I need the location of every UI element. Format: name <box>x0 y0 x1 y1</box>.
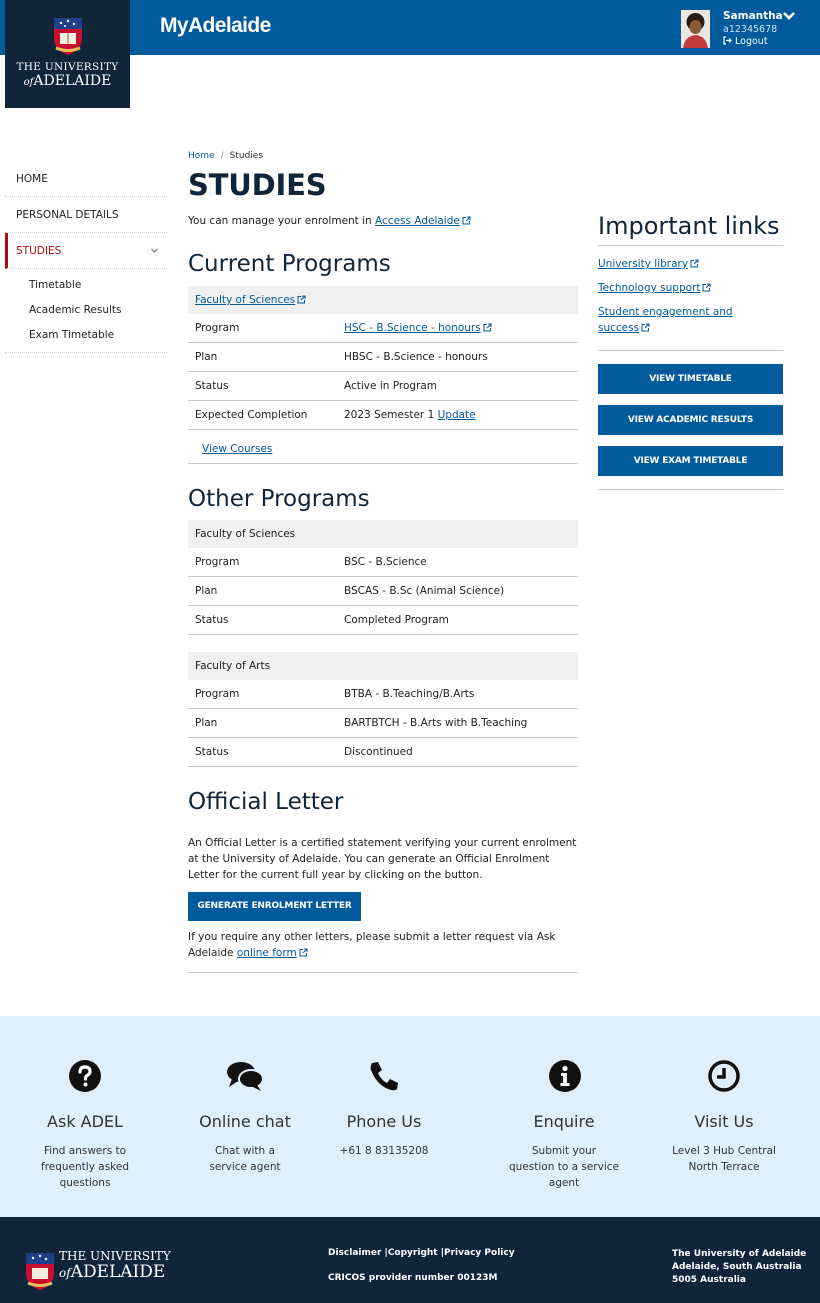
footer-logo-line1: THE UNIVERSITY <box>59 1249 171 1263</box>
table-row: Program BSC - B.Science <box>188 548 578 577</box>
table-row: Expected Completion 2023 Semester 1 Update <box>188 401 578 430</box>
footer-legal-links[interactable]: Disclaimer |Copyright |Privacy Policy <box>328 1248 515 1258</box>
student-engagement-link[interactable]: Student engagement and success <box>598 306 733 334</box>
help-text: +61 8 83135208 <box>339 1145 429 1157</box>
faculty-row: Faculty of Arts <box>188 652 578 680</box>
page-footer <box>0 1217 820 1303</box>
external-link-icon <box>299 948 308 957</box>
table-row: Status Discontinued <box>188 738 578 767</box>
sidebar-item-personal-details[interactable]: PERSONAL DETAILS <box>5 197 167 233</box>
table-row: Status Completed Program <box>188 606 578 635</box>
chat-bubbles-icon <box>226 1060 264 1092</box>
sidebar-subitem-academic-results[interactable]: Academic Results <box>29 304 122 316</box>
logout-link[interactable]: Logout <box>723 36 768 47</box>
footer-address: The University of Adelaide Adelaide, South Australia 5005 Australia <box>672 1249 807 1285</box>
help-text: Level 3 Hub Central North Terrace <box>672 1145 776 1173</box>
help-title: Enquire <box>533 1112 595 1131</box>
page-title: STUDIES <box>188 168 327 202</box>
table-row: Program BTBA - B.Teaching/B.Arts <box>188 680 578 709</box>
logo-text-line1: THE UNIVERSITY <box>16 61 119 73</box>
help-title: Online chat <box>199 1112 291 1131</box>
intro-text: You can manage your enrolment in Access Adelaide <box>188 215 471 227</box>
help-title: Visit Us <box>694 1112 754 1131</box>
university-crest-icon <box>52 16 84 56</box>
logout-icon <box>723 36 732 45</box>
generate-enrolment-letter-button[interactable]: GENERATE ENROLMENT LETTER <box>188 892 361 921</box>
sidebar-item-home[interactable]: HOME <box>5 161 167 197</box>
other-programs-heading: Other Programs <box>188 486 370 512</box>
external-link-icon <box>641 323 650 332</box>
logo-text-line2: ofADELAIDE <box>23 73 112 89</box>
sidebar-item-label: STUDIES <box>16 245 62 257</box>
avatar-photo-icon <box>681 10 710 48</box>
help-title: Ask ADEL <box>47 1112 123 1131</box>
sidebar-subitem-exam-timetable[interactable]: Exam Timetable <box>29 329 115 341</box>
view-courses-link[interactable]: View Courses <box>202 443 273 455</box>
external-link-icon <box>702 283 711 292</box>
footer-logo-line2: ofADELAIDE <box>59 1262 166 1282</box>
user-avatar[interactable] <box>681 10 710 48</box>
letter-request-note: If you require any other letters, please submit a letter request via Ask Adelaide online form <box>188 931 556 959</box>
view-courses-row <box>188 430 578 464</box>
table-row: Plan HBSC - B.Science - honours <box>188 343 578 372</box>
other-programs-arts-table <box>188 652 578 767</box>
sidebar-nav <box>5 161 167 353</box>
external-link-icon <box>483 323 492 332</box>
university-logo[interactable] <box>5 0 130 108</box>
sidebar-subitem-timetable[interactable]: Timetable <box>29 279 82 291</box>
university-crest-icon <box>24 1251 56 1291</box>
university-library-link[interactable]: University library <box>598 256 783 272</box>
divider <box>598 489 783 490</box>
sidebar-submenu <box>5 269 167 353</box>
phone-icon <box>368 1060 400 1092</box>
help-text: Submit your question to a service agent <box>509 1145 619 1189</box>
faculty-row <box>188 286 578 314</box>
official-letter-text: An Official Letter is a certified statement verifying your current enrolment at the University of Adelaide. You can generate an Official Enrolment Letter for the current full year by clicking on the button. <box>188 837 577 881</box>
important-links-heading: Important links <box>598 212 780 240</box>
app-title[interactable]: MyAdelaide <box>160 14 271 37</box>
access-adelaide-link[interactable]: Access Adelaide <box>375 215 471 227</box>
current-programs-table <box>188 286 578 464</box>
technology-support-link[interactable]: Technology support <box>598 280 783 296</box>
footer-cricos: CRICOS provider number 00123M <box>328 1273 498 1283</box>
table-row: Plan BARTBTCH - B.Arts with B.Teaching <box>188 709 578 738</box>
program-link[interactable]: HSC - B.Science - honours <box>344 322 492 334</box>
table-row: Plan BSCAS - B.Sc (Animal Science) <box>188 577 578 606</box>
help-text: Find answers to frequently asked questions <box>41 1145 129 1189</box>
view-academic-results-button[interactable]: VIEW ACADEMIC RESULTS <box>598 405 783 435</box>
faculty-of-sciences-link[interactable]: Faculty of Sciences <box>195 294 306 306</box>
table-row: Status Active in Program <box>188 372 578 401</box>
divider <box>598 245 783 246</box>
breadcrumb-home-link[interactable]: Home <box>188 151 215 161</box>
external-link-icon <box>690 259 699 268</box>
breadcrumb: Home / Studies <box>188 151 264 161</box>
help-contact-band <box>0 1016 820 1217</box>
question-circle-icon <box>69 1060 101 1092</box>
divider <box>188 972 578 973</box>
user-id: a12345678 <box>723 24 778 35</box>
chevron-down-icon[interactable] <box>150 246 159 255</box>
chevron-down-icon[interactable] <box>782 10 796 22</box>
view-exam-timetable-button[interactable]: VIEW EXAM TIMETABLE <box>598 446 783 476</box>
sidebar-item-studies[interactable] <box>5 233 167 269</box>
divider <box>598 350 783 351</box>
other-programs-sciences-table <box>188 520 578 635</box>
online-form-link[interactable]: online form <box>237 947 308 959</box>
current-programs-heading: Current Programs <box>188 251 391 277</box>
clock-icon <box>708 1060 740 1092</box>
external-link-icon <box>462 216 471 225</box>
important-links-list <box>598 256 783 344</box>
info-circle-icon <box>549 1060 581 1092</box>
update-completion-link[interactable]: Update <box>437 409 476 421</box>
external-link-icon <box>297 295 306 304</box>
user-name[interactable]: Samantha <box>723 10 783 22</box>
table-row: Program HSC - B.Science - honours <box>188 314 578 343</box>
view-timetable-button[interactable]: VIEW TIMETABLE <box>598 364 783 394</box>
official-letter-heading: Official Letter <box>188 789 344 815</box>
faculty-row: Faculty of Sciences <box>188 520 578 548</box>
help-text: Chat with a service agent <box>209 1145 281 1173</box>
breadcrumb-current: Studies <box>229 151 264 161</box>
help-title: Phone Us <box>346 1112 422 1131</box>
